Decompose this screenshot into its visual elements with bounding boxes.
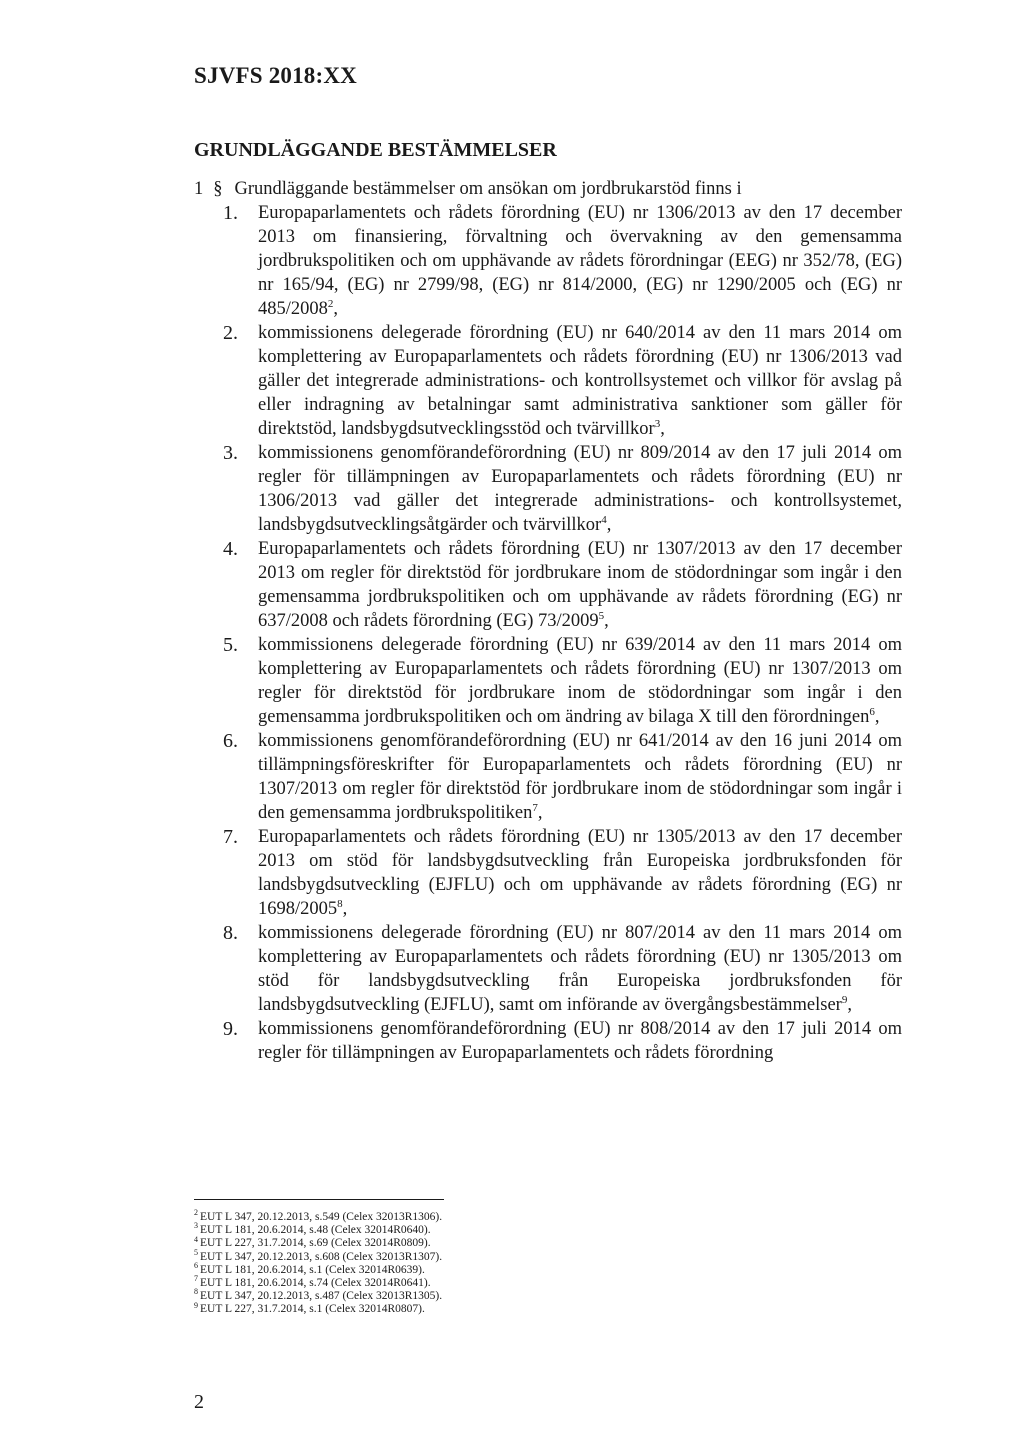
footnote-text: EUT L 347, 20.12.2013, s.487 (Celex 32013R1305). xyxy=(200,1290,443,1303)
paragraph-number: 1 xyxy=(194,179,204,199)
list-item xyxy=(194,633,902,729)
list-item-text: Europaparlamentets och rådets förordning (EU) nr 1307/2013 av den 17 december 2013 om regler för direktstöd för jordbrukare inom de stödordningar som ingår i den gemensamma jordbrukspolitiken och om upphävande av rådets förordning (EG) nr 637/2008 och rådets förordning (EG) 73/2009 xyxy=(258,539,902,631)
footnote xyxy=(194,1247,443,1264)
footnote-ref: 4 xyxy=(601,513,607,526)
footnote-number: 5 xyxy=(194,1247,198,1257)
list-item-number: 9. xyxy=(223,1018,238,1040)
footnote-ref: 3 xyxy=(654,417,661,430)
list-item-number: 8. xyxy=(223,922,238,944)
list-item-number: 2. xyxy=(223,322,238,344)
paragraph-intro-text: Grundläggande bestämmelser om ansökan om jordbrukarstöd finns i xyxy=(234,179,742,199)
footnote-number: 8 xyxy=(194,1287,198,1297)
footnote-text: EUT L 347, 20.12.2013, s.549 (Celex 32013R1306). xyxy=(200,1211,443,1223)
list-item-tail: , xyxy=(537,803,543,823)
list-item xyxy=(194,537,902,633)
list-item xyxy=(194,1017,902,1065)
page-number: 2 xyxy=(194,1391,204,1413)
footnote-number: 3 xyxy=(194,1221,198,1231)
list-item-tail: , xyxy=(604,611,609,631)
list-item xyxy=(194,441,902,537)
list-item-tail: , xyxy=(660,419,665,439)
footnote-text: EUT L 181, 20.6.2014, s.48 (Celex 32014R0640). xyxy=(200,1224,431,1237)
list-item-tail: , xyxy=(606,515,612,535)
footnote-ref: 8 xyxy=(337,897,343,910)
footnote-ref: 6 xyxy=(869,705,875,718)
paragraph-intro xyxy=(194,177,742,201)
list-item-number: 5. xyxy=(223,634,238,656)
footnotes xyxy=(194,1208,443,1317)
list-item-text: Europaparlamentets och rådets förordning (EU) nr 1306/2013 av den 17 december 2013 om finansiering, förvaltning och övervakning av den gemensamma jordbrukspolitiken och om upphävande av rådets förordningar (EEG) nr 352/78, (EG) nr 165/94, (EG) nr 2799/98, (EG) nr 814/2000, (EG) nr 1290/2005 och (EG) nr 485/2008 xyxy=(258,203,902,319)
list-item-text: kommissionens genomförandeförordning (EU) nr 808/2014 av den 17 juli 2014 om regler för tillämpningen av Europaparlamentets och rådets förordning xyxy=(258,1019,902,1063)
list-item-text: kommissionens delegerade förordning (EU) nr 639/2014 av den 11 mars 2014 om komplettering av Europaparlamentets och rådets förordning (EU) nr 1307/2013 om regler för direktstöd för jordbrukare inom de stödordningar som ingår i den gemensamma jordbrukspolitiken och om ändring av bilaga X till den förordningen xyxy=(258,635,902,727)
list-item-number: 6. xyxy=(223,730,238,752)
footnote xyxy=(194,1274,442,1290)
footnote-text: EUT L 181, 20.6.2014, s.74 (Celex 32014R0641). xyxy=(200,1277,431,1290)
list-item-tail: , xyxy=(333,299,339,319)
footnote xyxy=(194,1300,442,1316)
footnote xyxy=(194,1287,443,1303)
footnote-separator xyxy=(194,1199,444,1200)
footnote-number: 6 xyxy=(194,1260,198,1270)
document-header: SJVFS 2018:XX xyxy=(194,63,357,88)
list-item xyxy=(194,729,902,825)
footnote xyxy=(194,1208,443,1224)
footnote xyxy=(194,1260,442,1277)
list-item-number: 3. xyxy=(223,442,238,464)
list-item xyxy=(194,825,902,921)
list-item-text: kommissionens delegerade förordning (EU) nr 640/2014 av den 11 mars 2014 om komplettering av Europaparlamentets och rådets förordning (EU) nr 1306/2013 vad gäller det integrerade administrations- och kontrollsystemet och villkor för avslag på eller indragning av betalningar samt administrativa sanktioner som gäller för direktstöd, landsbygdsutvecklingsstöd och tvärvillkor xyxy=(258,323,902,439)
footnote-text: EUT L 227, 31.7.2014, s.69 (Celex 32014R0809). xyxy=(200,1237,431,1250)
footnote-ref: 9 xyxy=(841,993,848,1006)
footnote xyxy=(194,1221,442,1237)
paragraph-sign: § xyxy=(213,179,223,199)
list-item xyxy=(194,921,902,1017)
list-item-text: kommissionens genomförandeförordning (EU) nr 641/2014 av den 16 juni 2014 om tillämpningsföreskrifter för Europaparlamentets och rådets förordning (EU) nr 1307/2013 om regler för direktstöd för jordbrukare inom de stödordningar som ingår i den gemensamma jordbrukspolitiken xyxy=(258,731,902,823)
list-item-tail: , xyxy=(342,899,348,919)
footnote-number: 9 xyxy=(194,1300,198,1310)
footnote-number: 2 xyxy=(194,1208,198,1218)
footnote-text: EUT L 347, 20.12.2013, s.608 (Celex 32013R1307). xyxy=(200,1250,443,1263)
footnote-number: 7 xyxy=(194,1274,198,1284)
list-item xyxy=(194,201,902,321)
list-item-text: kommissionens delegerade förordning (EU) nr 807/2014 av den 11 mars 2014 om komplettering av Europaparlamentets och rådets förordning (EU) nr 1305/2013 om stöd för landsbygdsutveckling från Europeiska jordbruksfonden för landsbygdsutveckling (EJFLU), samt om införande av övergångsbestämmelser xyxy=(258,923,902,1015)
footnote-ref: 2 xyxy=(327,297,334,310)
list-item-tail: , xyxy=(847,995,852,1015)
section-heading: GRUNDLÄGGANDE BESTÄMMELSER xyxy=(194,139,557,161)
footnote-ref: 7 xyxy=(532,801,538,814)
footnote-number: 4 xyxy=(194,1234,198,1244)
footnote-text: EUT L 181, 20.6.2014, s.1 (Celex 32014R0639). xyxy=(200,1263,425,1276)
footnote-text: EUT L 227, 31.7.2014, s.1 (Celex 32014R0807). xyxy=(200,1303,425,1316)
list-item xyxy=(194,321,902,441)
regulation-list xyxy=(194,201,902,1065)
footnote xyxy=(194,1234,442,1250)
list-item-number: 4. xyxy=(223,538,238,560)
list-item-number: 1. xyxy=(223,202,238,224)
list-item-text: Europaparlamentets och rådets förordning (EU) nr 1305/2013 av den 17 december 2013 om stöd för landsbygdsutveckling från Europeiska jordbruksfonden för landsbygdsutveckling (EJFLU) och om upphävande av rådets förordning (EG) nr 1698/2005 xyxy=(258,827,902,919)
list-item-tail: , xyxy=(874,707,880,727)
list-item-number: 7. xyxy=(223,826,238,848)
list-item-text: kommissionens genomförandeförordning (EU) nr 809/2014 av den 17 juli 2014 om regler för tillämpningen av Europaparlamentets och rådets förordning (EU) nr 1306/2013 vad gäller det integrerade administrations- och kontrollsystemet, landsbygdsutvecklingsåtgärder och tvärvillkor xyxy=(258,443,902,535)
footnote-ref: 5 xyxy=(598,609,605,622)
